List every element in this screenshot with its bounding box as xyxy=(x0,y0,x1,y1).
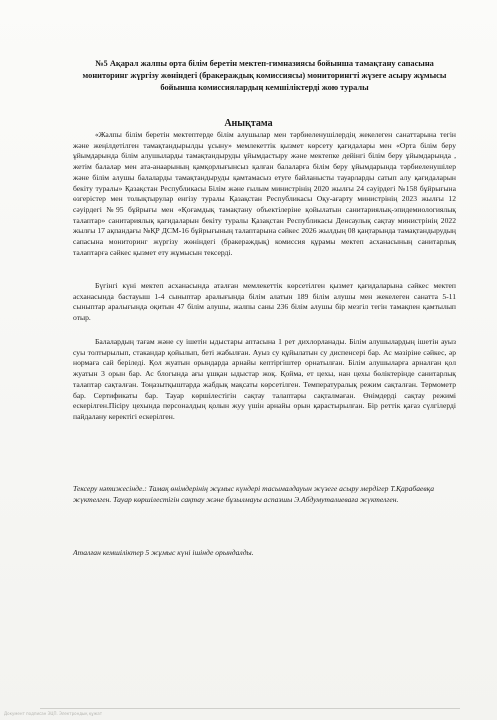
document-heading: №5 Ақарал жалпы орта білім беретін мектеп-гимназиясы бойынша тамақтану сапасына мониторинг жүргізу жөніндегі (бракераждық комиссиясы) мониторингті жүзеге асыру жұмысы бойынша комиссиялардың кемшіліктерді жою туралы xyxy=(82,59,447,92)
paragraph-inspection-findings: Балалардың тағам және су ішетін ыдыстары аптасына 1 рет дихлорланады. Білім алушылардың ішетін ауыз суы толтырылып, стакандар қойылып, беті жабылған. Ауыз су құйылатын су диспенсері бар. Ас мәзіріне сәйкес, әр нормаға сай беріледі. Қол жуатын орындарда арнайы кептіргіштер орнатылған. Білім алушыларға арналған қол жуатын 3 орын бар. Ас блогында ағы ұшқан ыдыстар жоқ. Қойма, ет цехы, нан цехы бөліктерінде санитарлық талаптар сақталған. Тоңазытқыштарда жабдық мақсаты көрсетілген. Температуралық режим сақталған. Термометр бар. Сертификаты бар. Тауар көршілестігін сақтау талаптары сақталмаған. Өнімдерді сақтау режимі ескерілген.Пісіру цехында персоналдың қолын жуу үшін арнайы орын қарастырылған. Бір реттік қағаз сүлгілерді пайдалану керектігі ескерілген. xyxy=(73,337,456,421)
document-type-title: Анықтама xyxy=(224,118,273,129)
footer-divider xyxy=(40,708,460,709)
paragraph-student-count: Бүгінгі күні мектеп асханасында аталған мемлекеттік көрсетілген қызмет қағидаларына сәйкес мектеп асханасында бастауыш 1-4 сыныптар аралығында білім алатын 189 білім алушы мен жекелеген санатта 5-11 сыныптар аралығында оқитын 47 білім алушы, жалпы саны 236 білім алушы бір мезгіл тегін тамақпен қамтылып отыр. xyxy=(73,281,456,323)
inspection-result-note: Тексеру нәтижесінде.: Тамақ өнімдерінің жұмыс күндері тасымалдауын жүзеге асыру мердігер Т.Қарабаевқа жүктелген. Тауар көршілестігін сақтау және бұзылмауы аспазшы Э.Абдумуталиеваға жүктелген. xyxy=(73,484,435,504)
footer-stamp-text: Документ подписан ЭЦП. Электрондық құжат xyxy=(4,711,103,716)
deadline-statement: Аталған кемшіліктер 5 жұмыс күні ішінде орындалды. xyxy=(73,548,254,557)
paragraph-legal-basis: «Жалпы білім беретін мектептерде білім алушылар мен тәрбиеленушілердің жекелеген санаттарына тегін және жеңілдетілген тамақтандырылды ұсыну» мемлекеттік қызмет көрсету қағидалары мен «Орта білім беру ұйымдарында білім алушыларды тамақтандыруды ұйымдастыру және мектепке дейінгі білім беру ұйымдарында , жетім балалар мен ата-анаарының қамқорлығынсыз қалған балаларға білім беру ұйымдарында тәрбиеленушілер және білім алушы балаларды тамақтандыруды қамтамасыз етуге байланысты тауарларды сатып алу қағидаларын бекіту туралы» Қазақстан Республикасы Білім және ғылым министрінің 2020 жылғы 24 сәуірдегі №158 бұйрығына өзгерістер мен толықтырулар енгізу туралы Қазақстан Республикасы Оқу-ағарту министрінің 2023 жылғы 12 сәуірдегі №95 бұйрығы мен «Қоғамдық тамақтану объектілеріне қойылатын санитариялық-эпидемиологиялық талаптар» санитариялық қағидаларын бекіту туралы Қазақстан Республикасы Денсаулық сақтау министрінің 2022 жылғы 17 ақпандағы №ҚР ДСМ-16 бұйрығының талаптарына сәйкес 2026 жылдың 08 қаңтарында тамақтандырудың сапасына мониторинг жүргізу жөніндегі (бракераждық) комиссия құрамы мектеп асханасының санитарлық талаптарға сәйкес қызмет ету жұмысын тексерді. xyxy=(73,130,456,257)
